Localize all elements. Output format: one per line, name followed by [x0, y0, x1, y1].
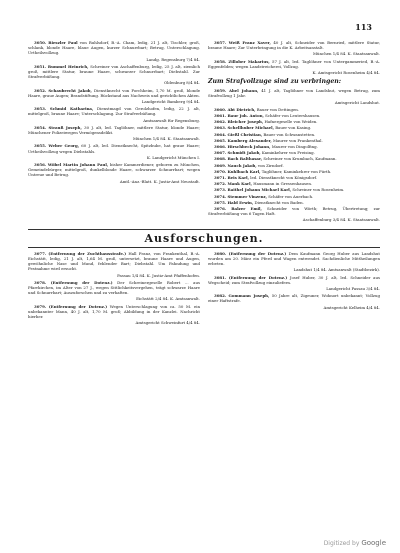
- notice-entry: [208, 150, 380, 155]
- entry-num: 3066.: [214, 144, 227, 150]
- entry-num: 3070.: [214, 168, 227, 174]
- notice-entry: [208, 125, 380, 130]
- entry-name: Rieszler Paul: [48, 40, 78, 45]
- entry-signature: Eichstätt 2/4 84. K. Amtsanwalt.: [136, 296, 200, 302]
- entry-name: Kamberg Alexander,: [227, 137, 272, 143]
- notice-entry: [28, 88, 200, 98]
- entry-text: Schreiner von Krumbach, Kaufmann.: [263, 156, 337, 162]
- entry-text: von Zirndorf.: [257, 162, 284, 168]
- notice-entry: [28, 64, 200, 80]
- notice-entry: [28, 40, 200, 56]
- entry-text: Schäfer von Leutershausen.: [265, 113, 321, 119]
- notice-entry: [208, 163, 380, 168]
- entry-text: Schreiner von Rosenheim.: [292, 187, 345, 193]
- entry-text: Hall Franz, von Frankenthal, B.-A. Eichstätt, ledig, 21 J. alt, 1,64 M. groß, untersetzt, braune Haare und Augen, gewöhnliche Nase und Mund, fehlender Bart; Diebstahl. Um Fahndung und Festnahme wird ersucht.: [28, 250, 200, 272]
- entry-name: Baur Joh. Anton,: [227, 113, 264, 119]
- entry-name: Bleicher Joseph,: [227, 119, 264, 125]
- bottom-columns: [28, 251, 380, 328]
- entry-num: 3065.: [214, 137, 227, 143]
- entry-text: Josef Huber, 30 J. alt, led. Schneider aus Wegscheid; zum Strafvollzug einzuliefern.: [208, 274, 380, 285]
- entry-text: 60 J. alt, led. Dienstknecht, Spitzbube, hat graue Haare; Urtheilsvollzug wegen Diebstahls.: [28, 143, 200, 154]
- entry-num: 3064.: [214, 131, 227, 137]
- notice-entry: [28, 143, 200, 153]
- entry-signature: Amtsgericht Schweinfurt 4/4 84.: [135, 320, 200, 326]
- entry-name: Gommann Joseph,: [228, 293, 270, 299]
- entry-num: 3051.: [34, 63, 47, 69]
- bottom-right-column: [208, 251, 380, 328]
- entry-text: Dienstmagd von Gerolzhofen, ledig, 22 J. alt, mittelgroß, braune Haare; Unterschlagung. Zur Strafverbüßung.: [28, 106, 200, 117]
- entry-text: 30 J. alt, led. Taglöhner, mittlere Statur, blonde Haare; Münchener Polizeiwegen Vermögensdelikt.: [28, 124, 200, 136]
- entry-num: 3061.: [214, 113, 227, 119]
- notice-entry: [208, 59, 380, 69]
- top-columns: [28, 40, 380, 225]
- notice-entry: [208, 206, 380, 216]
- notice-entry: [28, 125, 200, 135]
- notice-entry: [208, 200, 380, 205]
- entry-name: Hald Erwin,: [227, 199, 254, 205]
- entry-name: Weiß Franz Xaver,: [228, 40, 271, 45]
- entry-text: Dem Kaufmann Georg Huber aus Landshut wurden am 20. März ein Pferd und Wagen entwendet. Sachdienliche Mittheilungen erbeten.: [208, 250, 380, 267]
- entry-name: Bach Balthasar,: [227, 156, 263, 162]
- entry-num: 3082.: [214, 293, 227, 299]
- entry-num: 3077.: [34, 250, 47, 256]
- entry-name: Abel Johann,: [228, 88, 259, 94]
- entry-num: 3079.: [34, 303, 47, 309]
- entry-text: Schäfer von Auerbach.: [268, 193, 314, 199]
- entry-signature: Oldenburg 8/4 84.: [163, 80, 200, 86]
- entry-num: 3059.: [214, 88, 227, 94]
- entry-name: Kuhlbach Karl,: [227, 168, 261, 174]
- entry-name: Balzer Emil,: [231, 206, 262, 212]
- entry-signature: Aschaffenburg 3/4 84. K. Staatsanwalt.: [302, 217, 380, 223]
- entry-signature: Landshut 1/4 84. Amtsanwalt (Stadtbezirk).: [293, 267, 380, 273]
- notice-entry: [208, 275, 380, 285]
- entry-text: 50 Jahre alt, Zigeuner, Wohnort unbekannt; Vollzug einer Haftstrafe.: [208, 293, 380, 304]
- entry-num: 3053.: [34, 106, 47, 112]
- entry-text: Der Schreinergeselle Robert ... aus Pfarrkirchen, im Alter von 27 J., wegen Sittlichkeitsvergehen, trägt schwarze Haare und Schnurrbart; Auszuforschen und zu verhaften.: [28, 279, 200, 296]
- entry-num: 3078.: [34, 279, 47, 285]
- entry-text: Bauer von Kasing.: [275, 125, 312, 131]
- footer-prefix: Digitized by: [323, 540, 360, 547]
- entry-text: Dienstknecht von Baden.: [254, 199, 304, 205]
- entry-num: 3074.: [214, 193, 227, 199]
- entry-text: Taglöhner, Kaminkehrer von Fürth.: [261, 168, 332, 174]
- entry-num: 3069.: [214, 162, 227, 168]
- notice-entry: [208, 138, 380, 143]
- entry-text: Maurer von Frankenthal.: [273, 137, 323, 143]
- notice-entry: [208, 181, 380, 186]
- entry-num: 3054.: [34, 124, 47, 130]
- bottom-left-column: [28, 251, 200, 328]
- entry-num: 3050.: [34, 40, 47, 45]
- page-number: 113: [355, 22, 372, 32]
- entry-num: 3052.: [34, 87, 47, 93]
- notice-entry: [208, 175, 380, 180]
- section-title: Ausforschungen.: [28, 229, 380, 248]
- entry-name: Stemmer Vinzenz,: [227, 193, 267, 199]
- entry-name: Rummel Heinrich,: [47, 63, 89, 69]
- notice-entry: [28, 162, 200, 178]
- notice-entry: [208, 169, 380, 174]
- entry-name: (Entfernung der Zuchthausstrafe.): [48, 250, 127, 256]
- entry-signature: Amtsgericht Landshut.: [334, 99, 380, 105]
- entry-signature: Landgericht Passau 3/4 84.: [326, 285, 380, 291]
- entry-num: 3067.: [214, 150, 227, 156]
- entry-name: Weber Georg,: [48, 143, 80, 149]
- entry-name: Gießl Christian,: [227, 131, 263, 137]
- entry-num: 3080.: [214, 250, 227, 256]
- notice-entry: [28, 106, 200, 116]
- entry-num: 3081.: [214, 274, 227, 280]
- entry-signature: K. Landgericht München I.: [146, 154, 200, 160]
- notice-entry: [208, 107, 380, 112]
- notice-entry: [208, 251, 380, 267]
- entry-name: Wöbel Martin Johann Paul,: [47, 162, 109, 168]
- entry-name: Schaubrecht Jakob,: [48, 87, 92, 93]
- entry-num: 3060.: [214, 106, 227, 112]
- entry-signature: Passau 1/4 84. K. Justiz-Amt Pfaffenhofen.: [117, 272, 200, 278]
- entry-text: Schreiner von Aschaffenburg, ledig, 25 J. alt, ziemlich groß, mittlere Statur, braune Haare, schwarzer Schnurrbart; Diebstahl. Zur Strafverbüßung.: [28, 63, 200, 80]
- entry-num: 3068.: [214, 156, 227, 162]
- entry-signature: München 1/4 84. K. Staatsanwalt.: [133, 136, 200, 142]
- entry-name: Schellhuber Michael,: [227, 125, 274, 131]
- top-left-column: [28, 40, 200, 225]
- entry-name: Hirschbeck Johann,: [227, 144, 271, 150]
- entry-signature: München 1/4 84. K. Staatsanwalt.: [313, 51, 380, 57]
- document-page: [28, 40, 380, 327]
- entry-signature: Amtsgericht Kelheim 4/4 84.: [323, 304, 380, 310]
- entry-name: Abt Dietrich,: [227, 106, 256, 112]
- entry-num: 3063.: [214, 125, 227, 131]
- entry-num: 3076.: [214, 206, 227, 212]
- entry-name: (Entfernung der Dotenz.): [48, 303, 108, 309]
- notice-entry: [208, 119, 380, 124]
- entry-name: Raithel Johann Michael Karl,: [227, 187, 292, 193]
- notice-entry: [208, 293, 380, 303]
- entry-num: 3058.: [214, 58, 227, 64]
- entry-name: Mank Karl,: [227, 181, 252, 187]
- entry-text: Kaminkehrer von Freising.: [261, 150, 315, 156]
- entry-text: Maurer von Dingolfing.: [271, 144, 318, 150]
- entry-num: 3072.: [214, 181, 227, 187]
- entry-name: Strauß Joseph,: [48, 124, 82, 130]
- entry-text: Hausmann in Gressenhausen.: [253, 181, 313, 187]
- notice-entry: [208, 144, 380, 149]
- notice-entry: [28, 304, 200, 320]
- entry-num: 3071.: [214, 175, 227, 181]
- notice-entry: [208, 40, 380, 50]
- entry-num: 3062.: [214, 119, 227, 125]
- entry-name: Schmid Katharina,: [49, 106, 94, 112]
- entry-name: (Entfernung der Dotenz.): [228, 274, 288, 280]
- entry-num: 3075.: [214, 199, 227, 205]
- entry-text: 40 J. alt, Schneider von Bernried, mittlere Statur, braune Haare; Zur Unterbringung in die K. Arbeitsanstalt.: [208, 40, 380, 51]
- notice-entry: [208, 187, 380, 192]
- entry-text: 41 J. alt, Taglöhner von Landshut, wegen Betrug, zum Strafvollzug 1 Jahr.: [208, 88, 380, 99]
- entry-text: led. Dienstknecht von Königsdorf.: [250, 175, 318, 181]
- entry-text: Bauer von Dettingen.: [256, 106, 299, 112]
- entry-text: Hafnergeselle von Weiden.: [264, 119, 318, 125]
- entry-num: 3055.: [34, 143, 47, 149]
- entry-name: (Entfernung der Dotenz.): [50, 279, 113, 285]
- notice-entry: [208, 156, 380, 161]
- entry-name: (Entfernung der Dotenz.): [228, 250, 287, 256]
- entry-text: Bauer von Schwanstetten.: [263, 131, 316, 137]
- top-right-column: [208, 40, 380, 225]
- notice-entry: [208, 194, 380, 199]
- entry-text: Dienstknecht von Forchheim, 1,70 M. groß, blonde Haare, graue Augen; Brandstiftung. Rückstand aus Nachweis und gerichtlichen Akten.: [28, 87, 200, 98]
- entry-signature: Landgericht Bamberg 9/4 84.: [141, 99, 200, 105]
- entry-text: Schneider von Wörth; Betrug, Übertretung; zur Strafverbüßung von 6 Tagen Haft.: [208, 206, 380, 217]
- entry-name: Nauch Jakob,: [227, 162, 257, 168]
- notice-entry: [208, 113, 380, 118]
- notice-entry: [208, 132, 380, 137]
- entry-name: Zillober Makarius,: [228, 58, 270, 64]
- notice-entry: [208, 88, 380, 98]
- entry-name: Schmidt Jakob,: [227, 150, 261, 156]
- entry-num: 3073.: [214, 187, 227, 193]
- entry-signature: Landg. Regensburg 7/4 84.: [146, 56, 200, 62]
- entry-text: Wegen Unterschlagung von ca. 50 M. ein unbekannter Mann, 40 J. alt, 1,70 M. groß; Abbildung in der Kanzlei. Nachricht hierher.: [28, 303, 200, 319]
- notice-entry: [28, 251, 200, 272]
- entry-num: 3057.: [214, 40, 227, 45]
- entry-signature: Amtl.-Anz.-Blatt. K. Justiz-Amt Neustadt.: [119, 178, 200, 184]
- entry-signature: K. Amtsgericht Rosenheim 4/4 84.: [312, 70, 380, 76]
- entry-text: 57 J. alt, led. Taglöhner von Untergammeried, B.-A. Eggenfelden; wegen Landstreicherei, Vollzug.: [208, 58, 380, 69]
- section-subheading: Zum Strafvollzuge sind zu verbringen:: [208, 78, 342, 86]
- entry-text: bisher Kammerdiener, geboren zu München, Gemeindebürger, mittelgroß, dunkelblonde Haare, schwarzer Schnurrbart; wegen Untreue und Betrug.: [28, 162, 200, 178]
- notice-entry: [28, 280, 200, 296]
- footer-brand: Google: [361, 539, 386, 547]
- entry-name: Reis Karl,: [227, 175, 249, 181]
- entry-num: 3056.: [34, 162, 47, 168]
- digitization-footer: [324, 539, 386, 547]
- entry-text: von Ruhlsdorf, B.-A. Cham, ledig, 21 J. alt, Tischler, groß, schlank, blonde Haare, blaue Augen, kurzer Schnurrbart; Betrug, Unterschlagung. Urtheilsvollzug.: [28, 40, 200, 56]
- entry-signature: Amtsanwalt für Regensburg.: [143, 117, 200, 123]
